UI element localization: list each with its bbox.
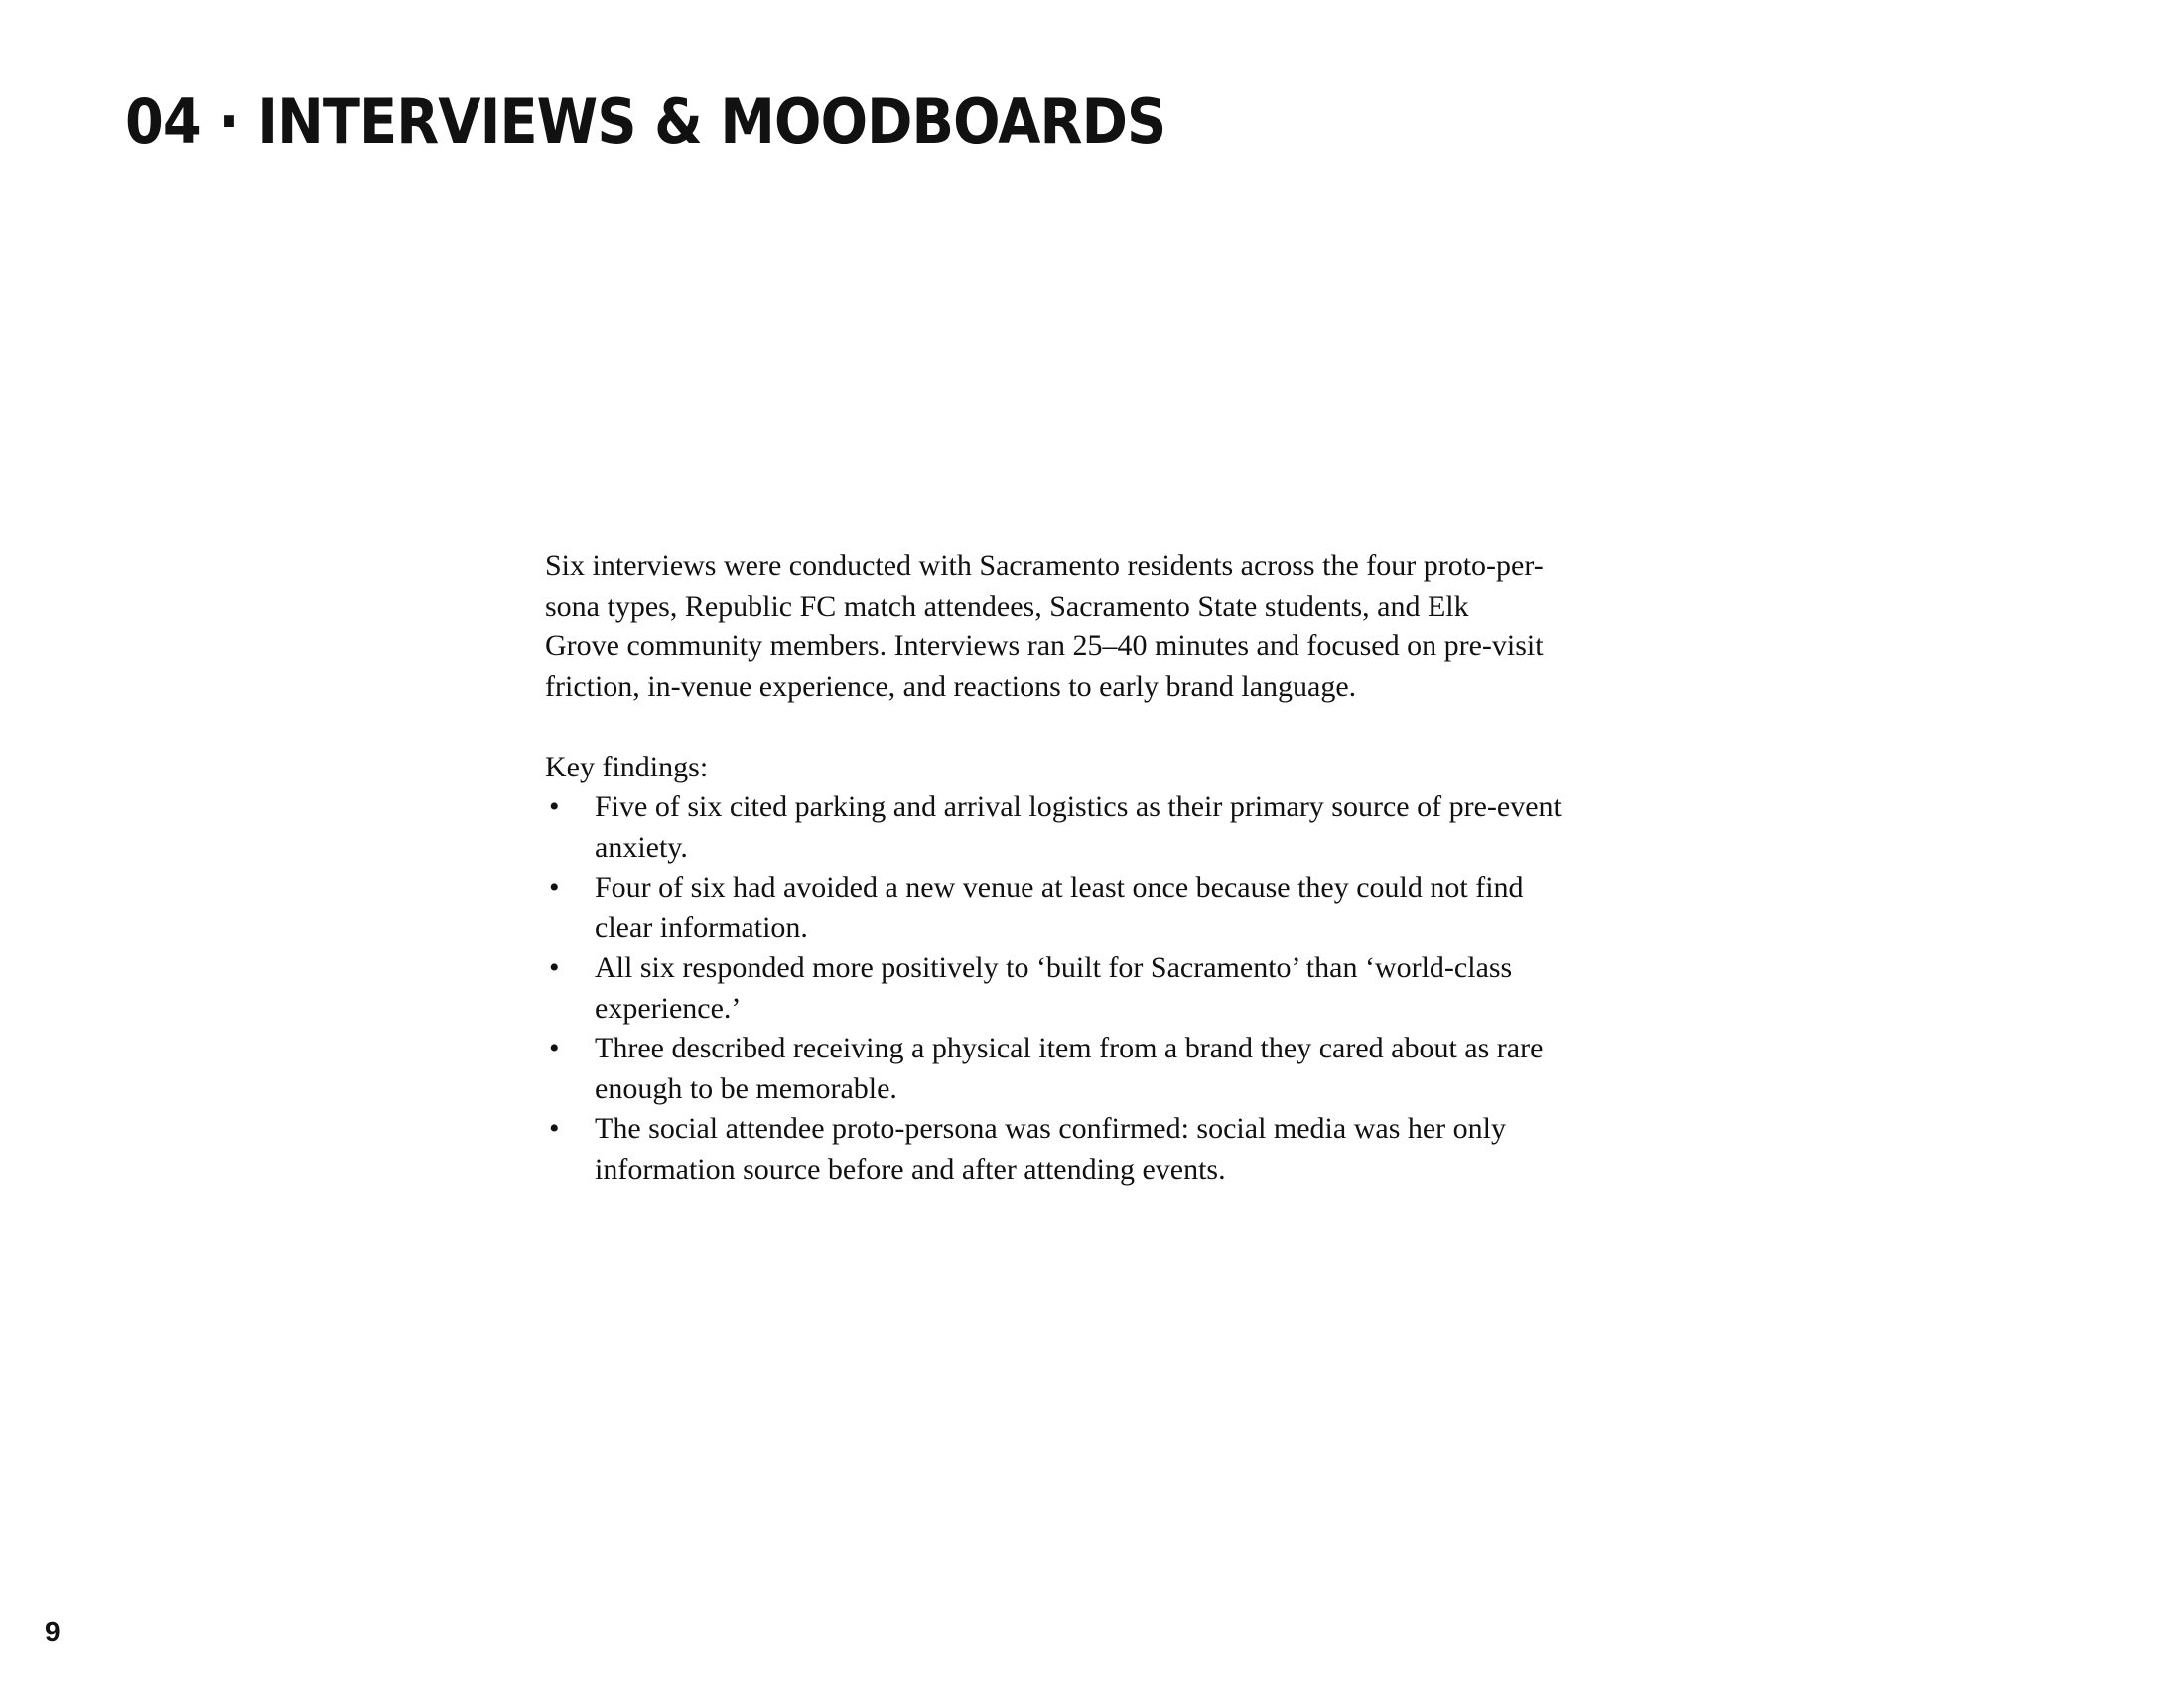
list-item-line: clear information. bbox=[595, 911, 808, 944]
list-item-line: enough to be memorable. bbox=[595, 1071, 897, 1105]
body-text bbox=[545, 546, 1667, 1190]
list-item bbox=[545, 1109, 1667, 1190]
findings-heading: Key findings: bbox=[545, 750, 709, 783]
page-title: 04 · INTERVIEWS & MOODBOARDS bbox=[125, 85, 1166, 158]
list-item-line: anxiety. bbox=[595, 830, 688, 864]
list-item-line: All six responded more positively to ‘built for Sacramento’ than ‘world-class bbox=[595, 951, 1513, 984]
intro-line: Grove community members. Interviews ran 25–40 minutes and focused on pre-visit bbox=[545, 630, 1544, 662]
list-item-line: Three described receiving a physical item from a brand they cared about as rare bbox=[595, 1032, 1544, 1064]
list-item-line: information source before and after attending events. bbox=[595, 1152, 1226, 1186]
list-item bbox=[545, 868, 1667, 948]
bullet-icon: • bbox=[549, 1112, 560, 1145]
intro-line: friction, in-venue experience, and reactions to early brand language. bbox=[545, 669, 1357, 703]
list-item-line: Four of six had avoided a new venue at least once because they could not find bbox=[595, 871, 1524, 904]
list-item bbox=[545, 948, 1667, 1029]
list-item bbox=[545, 1029, 1667, 1109]
findings-list bbox=[545, 787, 1667, 1190]
list-item bbox=[545, 787, 1667, 868]
intro-line: Six interviews were conducted with Sacramento residents across the four proto-per- bbox=[545, 549, 1544, 582]
intro-paragraph bbox=[545, 546, 1667, 707]
list-item-line: The social attendee proto-persona was confirmed: social media was her only bbox=[595, 1112, 1507, 1145]
bullet-icon: • bbox=[549, 951, 560, 984]
bullet-icon: • bbox=[549, 1032, 560, 1064]
list-item-line: Five of six cited parking and arrival logistics as their primary source of pre-event bbox=[595, 790, 1562, 823]
bullet-icon: • bbox=[549, 790, 560, 823]
bullet-icon: • bbox=[549, 871, 560, 904]
intro-line: sona types, Republic FC match attendees, Sacramento State students, and Elk bbox=[545, 589, 1469, 623]
list-item-line: experience.’ bbox=[595, 991, 742, 1025]
page-number: 9 bbox=[45, 1617, 61, 1647]
